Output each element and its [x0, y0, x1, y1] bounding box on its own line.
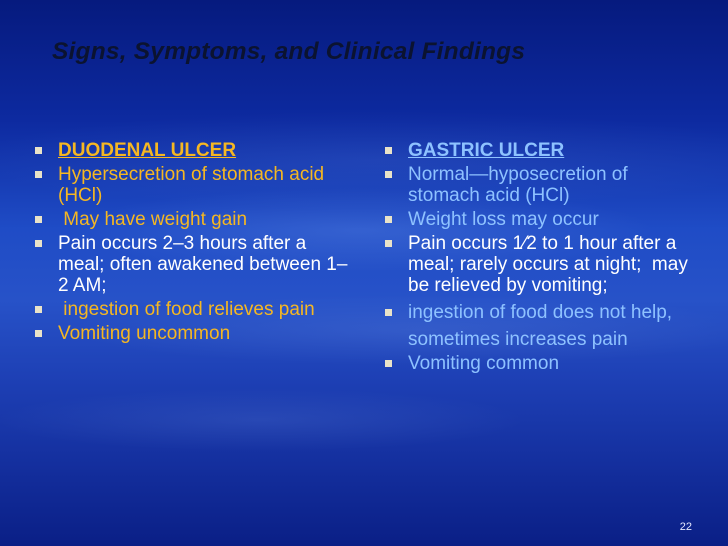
list-item-text: May have weight gain — [58, 209, 248, 230]
square-bullet-icon — [35, 147, 42, 154]
list-item — [384, 140, 704, 161]
duodenal-ulcer-list — [34, 140, 354, 347]
square-bullet-icon — [385, 147, 392, 154]
list-item — [34, 209, 354, 230]
list-item — [384, 353, 704, 374]
list-item-text: ingestion of food relieves pain — [58, 299, 315, 320]
gastric-ulcer-list — [384, 140, 704, 377]
list-item — [384, 164, 704, 206]
list-item — [34, 233, 354, 296]
square-bullet-icon — [385, 360, 392, 367]
list-item — [34, 164, 354, 206]
square-bullet-icon — [35, 330, 42, 337]
square-bullet-icon — [385, 240, 392, 247]
list-item — [384, 299, 704, 353]
page-number: 22 — [679, 521, 692, 533]
list-item — [384, 233, 704, 296]
square-bullet-icon — [35, 216, 42, 223]
slide-title: Signs, Symptoms, and Clinical Findings — [52, 38, 526, 65]
list-item-text: Hypersecretion of stomach acid (HCl) — [58, 164, 325, 206]
duodenal-ulcer-heading: DUODENAL ULCER — [58, 140, 237, 161]
square-bullet-icon — [385, 171, 392, 178]
list-item-text: ingestion of food does not help, sometimes increases pain — [408, 302, 673, 350]
list-item-text: Weight loss may occur — [408, 209, 599, 230]
square-bullet-icon — [385, 216, 392, 223]
square-bullet-icon — [385, 309, 392, 316]
square-bullet-icon — [35, 306, 42, 313]
list-item — [34, 140, 354, 161]
list-item — [34, 323, 354, 344]
list-item-text: Vomiting uncommon — [58, 323, 231, 344]
list-item-text: Pain occurs 2–3 hours after a meal; often awakened between 1–2 AM; — [58, 233, 348, 296]
list-item-text: Vomiting common — [408, 353, 560, 374]
list-item — [34, 299, 354, 320]
list-item-text: Normal—hyposecretion of stomach acid (HCl) — [408, 164, 628, 206]
square-bullet-icon — [35, 240, 42, 247]
list-item-text: Pain occurs 1⁄2 to 1 hour after a meal; rarely occurs at night; may be relieved by vomiting; — [408, 233, 694, 296]
square-bullet-icon — [35, 171, 42, 178]
gastric-ulcer-heading: GASTRIC ULCER — [408, 140, 565, 161]
list-item — [384, 209, 704, 230]
